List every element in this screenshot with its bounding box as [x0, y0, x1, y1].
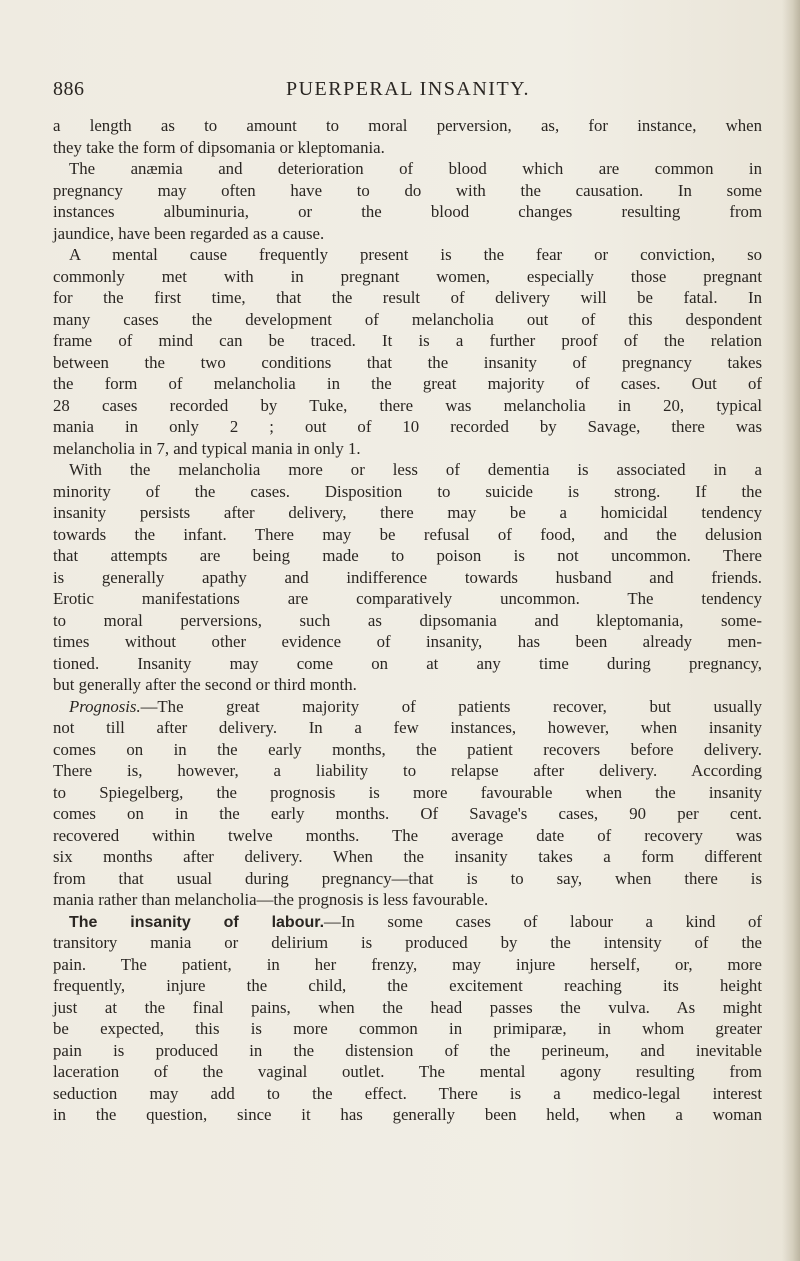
text-line — [53, 158, 762, 180]
text-line — [53, 696, 762, 718]
line-text: minority of the cases. Disposition to suicide is strong. If the — [53, 481, 762, 501]
line-text: mania in only 2 ; out of 10 recorded by Savage, there was — [53, 417, 762, 436]
text-line — [53, 459, 762, 481]
line-text: comes on in the early months. Of Savage's cases, 90 per cent. — [53, 804, 762, 823]
line-text: laceration of the vaginal outlet. The mental agony resulting from — [53, 1062, 762, 1081]
line-text: towards the infant. There may be refusal of food, and the delusion — [53, 524, 762, 544]
text-line — [53, 975, 762, 997]
text-line — [53, 244, 762, 266]
text-line — [53, 137, 762, 159]
line-text: just at the final pains, when the head passes the vulva. As might — [53, 997, 762, 1017]
line-text: many cases the development of melancholia out of this despondent — [53, 309, 762, 329]
line-text: With the melancholia more or less of dementia is associated in a — [69, 460, 762, 479]
text-line — [53, 868, 762, 890]
text-line — [53, 1040, 762, 1062]
line-text: they take the form of dipsomania or kleptomania. — [53, 137, 385, 157]
text-line — [53, 1061, 762, 1083]
text-line — [53, 330, 762, 352]
text-line — [53, 782, 762, 804]
text-line — [53, 846, 762, 868]
line-text: a length as to amount to moral perversion, as, for instance, when — [53, 116, 762, 135]
text-line — [53, 481, 762, 503]
text-line — [53, 201, 762, 223]
line-text: frame of mind can be traced. It is a further proof of the relation — [53, 331, 762, 350]
page-number: 886 — [53, 78, 85, 100]
text-line — [53, 1104, 762, 1126]
text-line — [53, 266, 762, 288]
line-text: There is, however, a liability to relapse after delivery. According — [53, 761, 762, 780]
line-text: six months after delivery. When the insanity takes a form different — [53, 847, 762, 866]
line-text: that attempts are being made to poison is not uncommon. There — [53, 546, 762, 565]
text-line — [53, 653, 762, 675]
text-line — [53, 567, 762, 589]
text-line — [53, 997, 762, 1019]
text-line — [53, 416, 762, 438]
section-heading: Prognosis. — [69, 696, 141, 716]
text-line — [53, 760, 762, 782]
text-line — [53, 115, 762, 137]
text-line — [53, 524, 762, 546]
text-line — [53, 502, 762, 524]
page-edge-shadow — [782, 0, 800, 1261]
line-text: instances albuminuria, or the blood changes resulting from — [53, 202, 762, 221]
text-line — [53, 223, 762, 245]
text-line — [53, 674, 762, 696]
line-text: frequently, injure the child, the excitement reaching its height — [53, 976, 762, 995]
text-line — [53, 889, 762, 911]
line-text: A mental cause frequently present is the fear or conviction, so — [69, 245, 762, 264]
line-text: pain is produced in the distension of the perineum, and inevitable — [53, 1040, 762, 1060]
text-line — [53, 932, 762, 954]
running-title: PUERPERAL INSANITY. — [285, 78, 531, 100]
text-line — [53, 954, 762, 976]
text-line — [53, 352, 762, 374]
text-line — [53, 803, 762, 825]
text-line — [53, 631, 762, 653]
line-text: but generally after the second or third month. — [53, 675, 357, 694]
text-line — [53, 438, 762, 460]
line-text: comes on in the early months, the patient recovers before delivery. — [53, 739, 762, 759]
line-text: Erotic manifestations are comparatively uncommon. The tendency — [53, 589, 762, 608]
line-text: for the first time, that the result of delivery will be fatal. In — [53, 288, 762, 307]
line-text: —In some cases of labour a kind of — [324, 911, 763, 931]
line-text: transitory mania or delirium is produced by the intensity of the — [53, 933, 762, 952]
text-line — [53, 395, 762, 417]
text-line — [53, 373, 762, 395]
line-text: the form of melancholia in the great majority of cases. Out of — [53, 374, 762, 393]
text-line — [53, 1018, 762, 1040]
line-text: pregnancy may often have to do with the causation. In some — [53, 180, 762, 200]
line-text: is generally apathy and indifference towards husband and friends. — [53, 567, 762, 587]
text-line — [53, 739, 762, 761]
line-text: between the two conditions that the insanity of pregnancy takes — [53, 352, 762, 372]
line-text: commonly met with in pregnant women, especially those pregnant — [53, 266, 762, 286]
text-line — [53, 717, 762, 739]
text-line — [53, 287, 762, 309]
text-line — [53, 588, 762, 610]
line-text: not till after delivery. In a few instances, however, when insanity — [53, 718, 762, 737]
line-text: from that usual during pregnancy—that is to say, when there is — [53, 868, 762, 888]
line-text: seduction may add to the effect. There is a medico-legal interest — [53, 1083, 762, 1103]
line-text: in the question, since it has generally been held, when a woman — [53, 1105, 762, 1124]
text-line — [53, 545, 762, 567]
line-text: tioned. Insanity may come on at any time during pregnancy, — [53, 653, 762, 673]
line-text: insanity persists after delivery, there may be a homicidal tendency — [53, 503, 762, 522]
text-line — [53, 610, 762, 632]
text-line — [53, 825, 762, 847]
text-line — [53, 911, 762, 933]
section-heading: The insanity of labour. — [69, 913, 325, 931]
line-text: times without other evidence of insanity, has been already men- — [53, 632, 762, 651]
line-text: jaundice, have been regarded as a cause. — [53, 223, 325, 243]
line-text: recovered within twelve months. The average date of recovery was — [53, 825, 762, 845]
text-line — [53, 180, 762, 202]
body-text — [53, 115, 762, 1126]
line-text: to Spiegelberg, the prognosis is more favourable when the insanity — [53, 782, 762, 802]
line-text: 28 cases recorded by Tuke, there was melancholia in 20, typical — [53, 395, 762, 415]
line-text: to moral perversions, such as dipsomania and kleptomania, some- — [53, 610, 762, 630]
line-text: be expected, this is more common in primiparæ, in whom greater — [53, 1019, 762, 1038]
line-text: —The great majority of patients recover, but usually — [140, 696, 762, 716]
text-line — [53, 1083, 762, 1105]
line-text: pain. The patient, in her frenzy, may injure herself, or, more — [53, 954, 762, 974]
text-line — [53, 309, 762, 331]
line-text: mania rather than melancholia—the prognosis is less favourable. — [53, 890, 489, 909]
line-text: melancholia in 7, and typical mania in only 1. — [53, 438, 361, 458]
line-text: The anæmia and deterioration of blood which are common in — [69, 159, 762, 178]
